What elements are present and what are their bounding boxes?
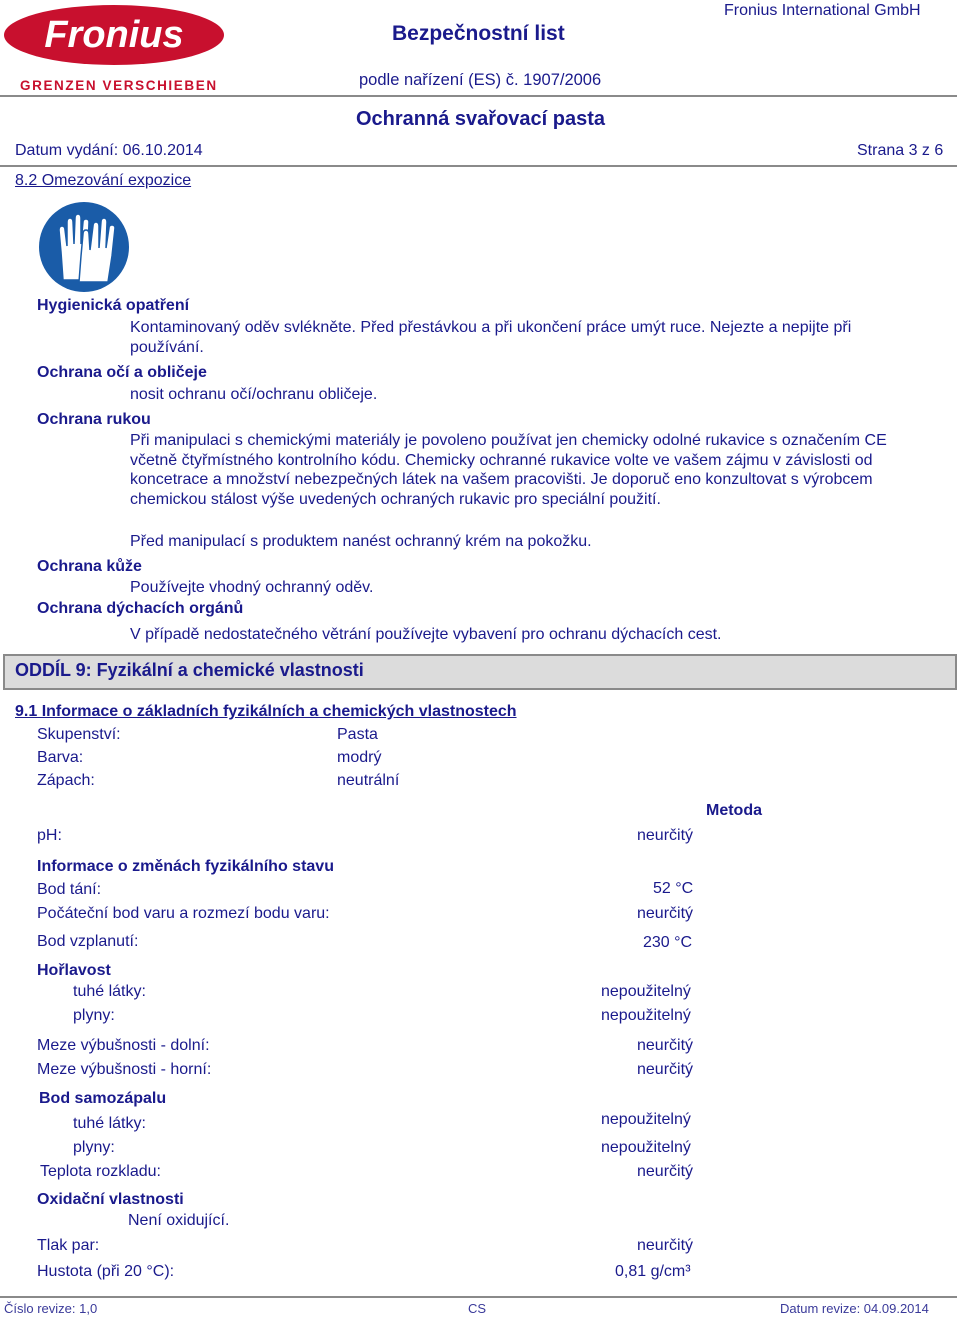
decomposition-value: neurčitý [637,1163,694,1180]
product-name: Ochranná svařovací pasta [356,108,606,130]
odor-label: Zápach: [37,772,95,789]
flammability-solid-value: nepoužitelný [601,983,691,1000]
state-label: Skupenství: [37,726,121,743]
hygiene-label: Hygienická opatření [37,297,190,314]
melting-point-value: 52 °C [653,880,694,897]
eye-protection-label: Ochrana očí a obličeje [37,364,207,381]
autoignition-solid-label: tuhé látky: [73,1115,146,1132]
respiratory-protection-label: Ochrana dýchacích orgánů [37,600,244,617]
autoignition-solid-value: nepoužitelný [601,1111,691,1128]
boiling-point-value: neurčitý [637,905,694,922]
section-9-1-heading: 9.1 Informace o základních fyzikálních a chemických vlastnostech [15,703,517,720]
density-value: 0,81 g/cm³ [615,1263,691,1280]
autoignition-gas-value: nepoužitelný [601,1139,691,1156]
skin-protection-label: Ochrana kůže [37,558,142,575]
logo-tagline: GRENZEN VERSCHIEBEN [20,78,218,93]
flammability-solid-label: tuhé látky: [73,983,146,1000]
vapor-pressure-value: neurčitý [637,1237,694,1254]
gloves-icon [37,200,133,294]
vapor-pressure-label: Tlak par: [37,1237,100,1254]
header-divider [0,95,957,97]
revision-date: Datum revize: 04.09.2014 [780,1301,929,1316]
document-title: Bezpečnostní list [392,22,565,45]
flammability-heading: Hořlavost [37,962,111,979]
explosion-upper-label: Meze výbušnosti - horní: [37,1061,212,1078]
section-8-2-heading: 8.2 Omezování expozice [15,172,192,189]
logo-mark [3,4,225,66]
oxidizing-text: Není oxidující. [128,1212,230,1229]
flammability-gas-label: plyny: [73,1007,115,1024]
flash-point-value: 230 °C [643,934,693,951]
issue-date: Datum vydání: 06.10.2014 [15,142,203,159]
hand-protection-label: Ochrana rukou [37,411,151,428]
explosion-upper-value: neurčitý [637,1061,694,1078]
explosion-lower-label: Meze výbušnosti - dolní: [37,1037,210,1054]
skin-protection-text: Používejte vhodný ochranný oděv. [130,579,374,596]
explosion-lower-value: neurčitý [637,1037,694,1054]
language-code: CS [468,1301,487,1316]
method-header: Metoda [706,802,762,819]
decomposition-label: Teplota rozkladu: [40,1163,161,1180]
flammability-gas-value: nepoužitelný [601,1007,691,1024]
hygiene-text: Kontaminovaný oděv svlékněte. Před přestávkou a při ukončení práce umýt ruce. Nejezte a nepijte při používání. [130,319,852,356]
revision-number: Číslo revize: 1,0 [4,1301,98,1316]
flash-point-label: Bod vzplanutí: [37,933,139,950]
ph-label: pH: [37,827,62,844]
color-label: Barva: [37,749,84,766]
logo-text: Fronius [44,14,184,56]
density-label: Hustota (při 20 °C): [37,1263,175,1280]
company-name: Fronius International GmbH [724,2,921,19]
hand-protection-text-2: Před manipulací s produktem nanést ochranný krém na pokožku. [130,533,592,550]
ph-value: neurčitý [637,827,694,844]
melting-point-label: Bod tání: [37,881,102,898]
footer-divider [0,1296,957,1298]
section-9-title: ODDÍL 9: Fyzikální a chemické vlastnosti [15,660,364,680]
respiratory-protection-text: V případě nedostatečného větrání používejte vybavení pro ochranu dýchacích cest. [130,626,722,643]
odor-value: neutrální [337,772,400,789]
eye-protection-text: nosit ochranu očí/ochranu obličeje. [130,386,378,403]
autoignition-gas-label: plyny: [73,1139,115,1156]
phase-change-heading: Informace o změnách fyzikálního stavu [37,858,334,875]
state-value: Pasta [337,726,378,743]
header-divider-2 [0,165,957,167]
regulation-text: podle nařízení (ES) č. 1907/2006 [359,71,602,89]
oxidizing-heading: Oxidační vlastnosti [37,1191,184,1208]
boiling-point-label: Počáteční bod varu a rozmezí bodu varu: [37,905,330,922]
color-value: modrý [337,749,382,766]
autoignition-heading: Bod samozápalu [39,1090,167,1107]
hand-protection-text: Při manipulaci s chemickými materiály je povoleno používat jen chemicky odolné rukavice s označením CE včetně čtyřmístného kontrolního kódu. Chemicky ochranné rukavice volte ve vašem zájmu v závislosti od koncetrace a množství nebezpečných látek na vašem pracovišti. Je doporuč eno konzultovat s výrobcem chemickou stálost výše uvedených ochraných rukavic pro speciální použití. [130,432,887,508]
page-number: Strana 3 z 6 [857,142,944,159]
